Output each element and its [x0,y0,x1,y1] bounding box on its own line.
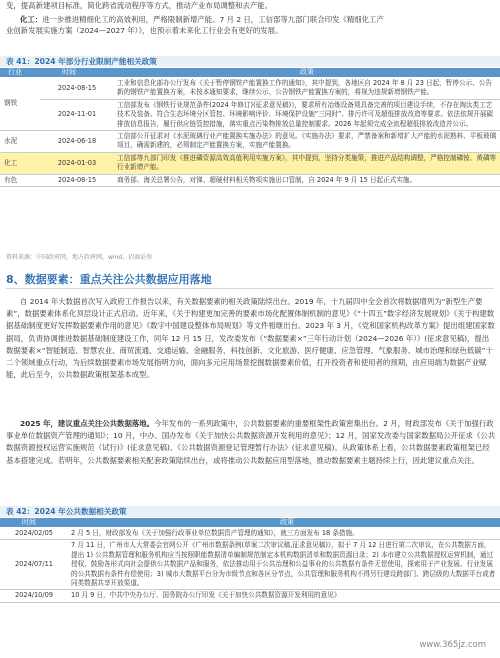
table41-header [0,68,500,77]
table42-cell-policy: 2 月 5 日，财政部发布《关于加强行政事业单位数据资产管理的通知》，就三方面发布 18 条措施。 [71,529,359,537]
table41-row [0,78,500,99]
table42-row [0,590,500,602]
table41-source: 资料来源：中国政府网，地方政府网，wind，招商证券 [6,254,153,261]
table42-header-policy: 政策 [280,518,294,526]
section-title: 8、数据要素：重点关注公共数据应用落地 [6,273,212,286]
table41-cell-policy: 工信部等九部门印发《推进磷资源高效高值利用实施方案》，其中提到，坚持分类施策，推进产品结构调整，严格控制磷铵、黄磷等行业新增产能。 [114,152,500,174]
table42-cell-policy: 10 月 9 日，中共中央办公厅、国务院办公厅印发《关于加快公共数据资源开发利用的意见》 [71,591,341,600]
table42-cell-date: 2024/07/11 [14,560,53,569]
table41-cell-date: 2024-08-15 [57,175,97,184]
table42-cell-date: 2024/02/05 [14,529,53,537]
table41-cell-industry: 水泥 [4,136,18,145]
table41-title: 表 41：2024 年部分行业限制产能相关政策 [0,56,500,67]
paragraph-1: 自 2014 年大数据首次写入政府工作报告以来，有关数据要素的相关政策陆续出台。2019 年，十九届四中全会首次将数据增列为“新型生产要素”，数据要素体系化顶层设计正式启动。近年来，《关于构建更加完善的要素市场化配置体制机制的意见》《“十四五”数字经济发展规划》《关于构建数据基础制度更好发挥数据要素作用的意见》《数字中国建设整体布局规划》等文件相继出台。2023 年 3 月，《党和国家机构改革方案》提出组建国家数据局，负责协调推进数据基础制度建设工作，同年 12 月 15 日，发改委发布《“数据要素×”三年行动计划（2024—2026 年）》(征求意见稿)，提出数据要素×“智能制造、智慧农业、商贸流通、交通运输、金融服务、科技创新、文化旅游、医疗健康、应急管理、气象服务、城市治理和绿色低碳”十二个领域重点行动，为后续数据要素市场发展指明方向，面向多元应用场景挖掘数据要素价值，打开投资者和使用者的预期，由应用端为数据产业赋能，此后至今，公共数据政策框架基本成型。 [6,297,495,380]
paragraph-2 [6,418,496,467]
table42-body [0,528,500,602]
table41-cell-date: 2024-08-15 [57,83,97,92]
table42-title: 表 42：2024 年公共数据相关政策 [0,506,500,517]
paragraph-2-lead: 2025 年，建议重点关注公共数据落地。 [20,419,155,428]
table41-cell-policy: 工信部发布《钢铁行业规范条件(2024 年修订)(征求意见稿)》，要求所有冶炼设备须具备完善的项目建设手续，不存在淘汰类工艺技术及装备。符合生态环境分区管控、环境影响评价、环境保护设施“三同时”、排污许可及超低排放改造等要求。依法依规开展碳排放信息报告，履行供应链管控措施，落实重点污染物排放总量控制要求。2026 年起须完成全流程超低排放改造并公示。 [117,100,494,128]
table41-header-time: 时间 [62,68,76,76]
table42-cell-date: 2024/10/09 [14,591,53,600]
table41-row [0,152,500,174]
section-rule [6,288,494,289]
table41-cell-date: 2024-06-18 [57,136,97,145]
table41-row [0,131,500,153]
table41-cell-policy: 工业和信息化部办公厅发布《关于暂停钢铁产能置换工作的通知》，其中提到，各地区自 2024 年 8 月 23 日起，暂停公示、公告新的钢铁产能置换方案，未按本通知要求，继续公示、公告钢铁产能置换方案的，将视为违规新增钢铁产能。 [117,79,492,97]
table41-cell-date: 2024-11-01 [57,110,97,119]
table41-row [0,99,500,130]
table41-body [0,78,500,187]
table41-header-policy: 政策 [300,68,314,76]
table41-cell-industry: 化工 [0,152,40,174]
table42-row [0,540,500,590]
table41-cell-policy: 商务部、海关总署公告，对锑、超硬材料相关物项实施出口管制，自 2024 年 9 月 15 日起正式实施。 [117,175,417,184]
table42-row [0,528,500,540]
intro-line-1: 变，提高新建项目标准，简化跨省流动程序等方式，推动产业布局调整和去产能。 [6,1,273,10]
table42-header [0,518,500,527]
watermark-text: www.365jz.com [419,640,486,650]
table41-cell-policy: 工信部公开征求对《水泥玻璃行业产能置换实施办法》的意见。《实施办法》要求，严禁备案和新增扩大产能的水泥熟料、平板玻璃项目，确需新建的，必须制定产能置换方案，实施产能置换。 [117,132,497,150]
table41-cell-industry: 有色 [4,175,18,184]
table42 [0,528,500,603]
table42-cell-policy: 7 月 11 日，广州市人大常委会官网公开《广州市数据条例(草案二次审议稿,征求意见稿)》，拟于 7 月 12 日进行第二次审议，在公共数据方面，提出 1) 公共数据管理和服务机构应当按照职能数据清单编制规范制定本机构数据清单和数据资源目录；2) 本市建立公共数据授权运营机制，通过授权，鼓励各形式向社会提供公共数据产品和服务，依法推动用于公共治理和公益事业的公共数据有条件无偿使用，探索用于产业发展、行业发展的公共数据有条件有偿使用；3) 城市大数据平台分为市级节点和各区分节点，公共管理和服务机构不得另行建设跨部门、跨层级的大数据平台或者同类数据共享开放渠道。 [71,541,496,588]
table42-header-time: 时间 [22,518,36,526]
table41-header-industry: 行业 [8,68,22,76]
table41-cell-date: 2024-01-03 [40,152,114,174]
intro-text [6,0,496,36]
table41 [0,78,500,187]
chem-label: 化工： [20,15,43,24]
table41-cell-industry: 钢铁 [4,99,18,108]
intro-line-3: 业创新发展实施方案（2024—2027 年）》，也预示着未来化工行业会有更好的发展。 [6,26,283,35]
table41-row [0,174,500,186]
intro-line-2 [6,14,496,25]
chem-text: 进一步推进精细化工的高效利用，严格限制新增产能。7 月 2 日，工信部等九部门联合印发《精细化工产 [42,15,384,24]
paragraph-2-text: 今年发布的一系列政策中，公共数据要素的重要框架性政策密集出台。2 月，财政部发布《关于加强行政事业单位数据资产管理的通知》；10 月，中办、国办发布《关于加快公共数据资源开发利用的意见》；12 月，国家发改委与国家数据局公开征求《公共数据资源授权运营实施规范（试行)》(征求意见稿)、《公共数据资源登记管理暂行办法》(征求意见稿)。从政策体系上看，公共数据要素政策框架已经基本搭建完成。若明年，公共数据要素相关配套政策陆续出台，或将推动公共数据应用型落地，推动数据要素主题持续上行，因此建议重点关注。 [6,419,496,465]
